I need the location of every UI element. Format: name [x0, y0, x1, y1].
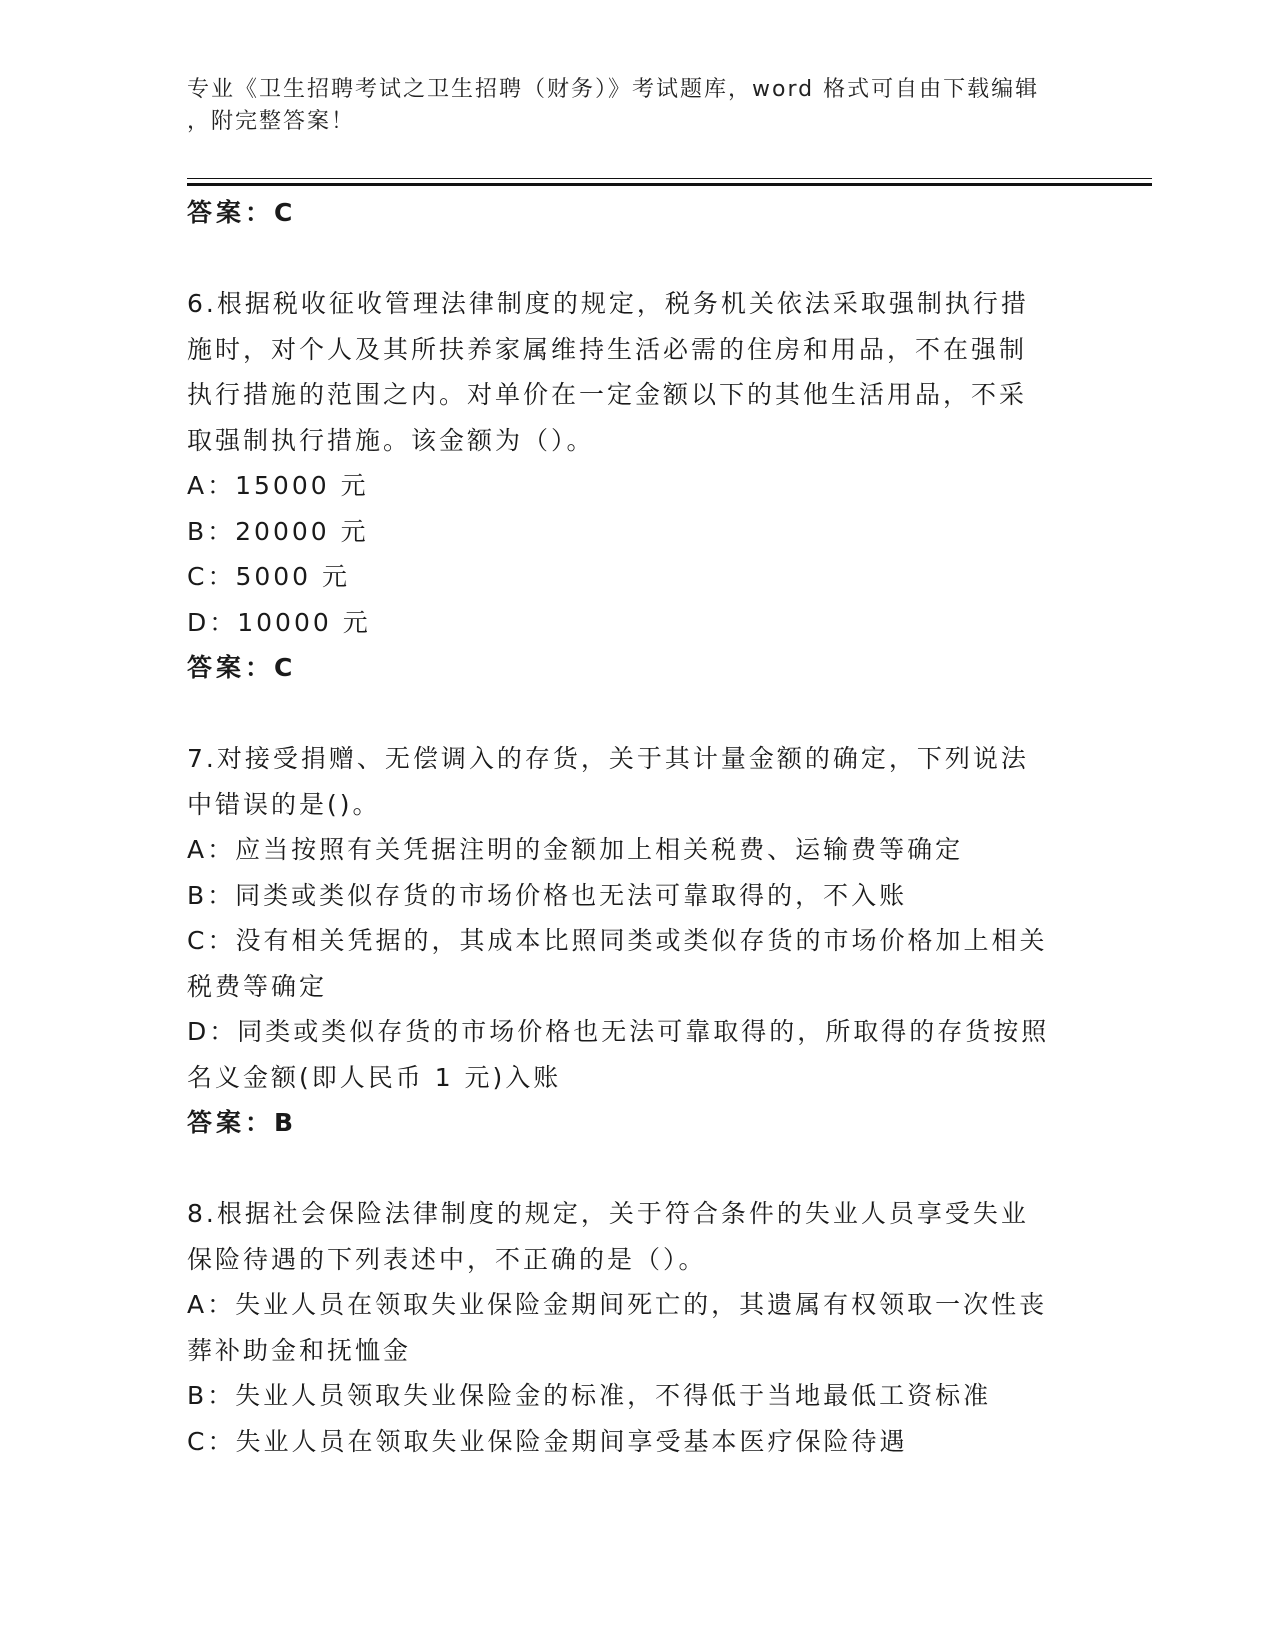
question-7-stem-line: 中错误的是()。 — [187, 789, 381, 819]
question-7-option-b: B：同类或类似存货的市场价格也无法可靠取得的，不入账 — [187, 880, 908, 910]
question-8-option-b: B：失业人员领取失业保险金的标准，不得低于当地最低工资标准 — [187, 1381, 992, 1410]
question-6-stem-line: 执行措施的范围之内。对单价在一定金额以下的其他生活用品，不采 — [187, 380, 1028, 409]
question-6-stem-line: 6.根据税收征收管理法律制度的规定，税务机关依法采取强制执行措 — [187, 289, 1029, 318]
question-7-option-d-cont: 名义金额(即人民币 1 元)入账 — [187, 1062, 562, 1092]
header-text-line-2: ，附完整答案！ — [187, 109, 356, 134]
question-6-option-b: B：20000 元 — [187, 516, 369, 546]
question-7-option-d: D：同类或类似存货的市场价格也无法可靠取得的，所取得的存货按照 — [187, 1017, 1050, 1046]
question-8-option-a: A：失业人员在领取失业保险金期间死亡的，其遗属有权领取一次性丧 — [187, 1290, 1048, 1319]
question-7-option-a: A：应当按照有关凭据注明的金额加上相关税费、运输费等确定 — [187, 835, 964, 864]
question-8-option-a-cont: 葬补助金和抚恤金 — [187, 1335, 412, 1365]
header-rule-thick — [187, 183, 1152, 186]
question-6-answer: 答案：C — [187, 653, 297, 682]
question-8-stem-line: 保险待遇的下列表述中，不正确的是（）。 — [187, 1244, 707, 1274]
spacer — [187, 691, 1077, 737]
question-7-option-c: C：没有相关凭据的，其成本比照同类或类似存货的市场价格加上相关 — [187, 926, 1048, 955]
header-text-line-1: 专业《卫生招聘考试之卫生招聘（财务）》考试题库，word 格式可自由下载编辑 — [187, 77, 1040, 102]
question-6 — [187, 281, 1077, 691]
page-header — [187, 74, 1087, 138]
question-6-option-a: A：15000 元 — [187, 471, 369, 500]
question-7-option-c-cont: 税费等确定 — [187, 971, 328, 1001]
question-6-option-c: C：5000 元 — [187, 562, 351, 591]
spacer — [187, 1146, 1077, 1192]
question-7-answer: 答案：B — [187, 1108, 298, 1137]
question-6-option-d: D：10000 元 — [187, 607, 371, 637]
question-8 — [187, 1191, 1077, 1464]
question-6-stem-line: 取强制执行措施。该金额为（）。 — [187, 425, 595, 455]
question-8-stem-line: 8.根据社会保险法律制度的规定，关于符合条件的失业人员享受失业 — [187, 1199, 1029, 1228]
spacer — [187, 236, 1077, 282]
question-content — [187, 190, 1077, 1464]
previous-answer: 答案：C — [187, 198, 297, 227]
question-6-stem-line: 施时，对个人及其所扶养家属维持生活必需的住房和用品，不在强制 — [187, 334, 1028, 364]
question-8-option-c: C：失业人员在领取失业保险金期间享受基本医疗保险待遇 — [187, 1426, 908, 1456]
question-7-stem-line: 7.对接受捐赠、无偿调入的存货，关于其计量金额的确定，下列说法 — [187, 744, 1029, 773]
header-rule-thin — [187, 178, 1152, 179]
question-7 — [187, 736, 1077, 1146]
